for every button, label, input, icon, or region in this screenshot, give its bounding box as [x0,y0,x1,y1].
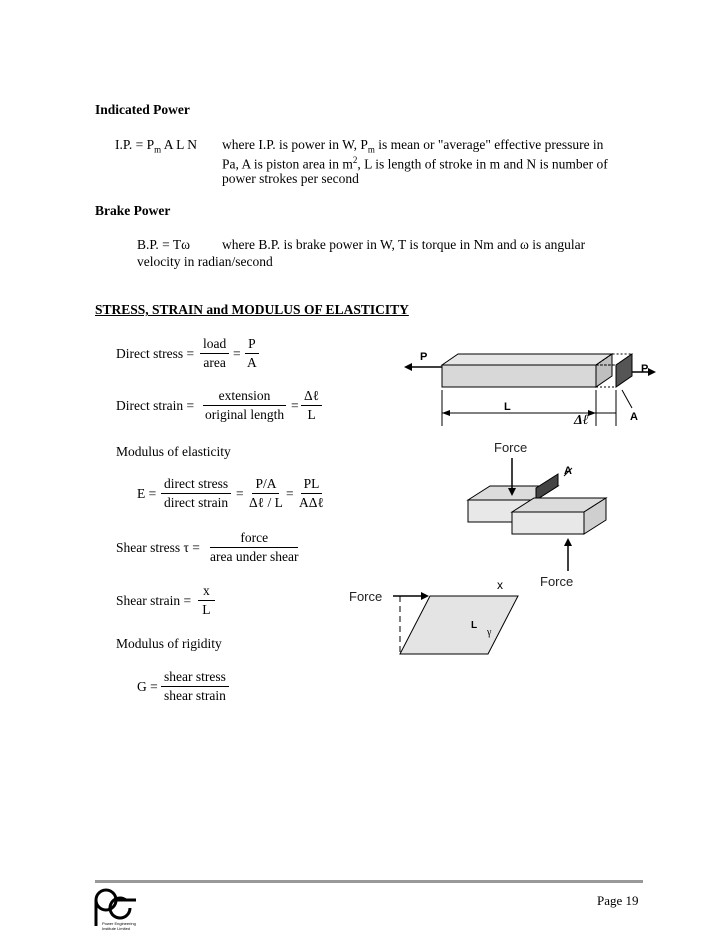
bar-p-left-label: P [420,351,428,363]
indicated-power-heading: Indicated Power [95,102,190,117]
tension-bar-diagram [400,340,660,430]
g-fraction: shear stress shear strain [161,669,229,704]
direct-stress-equals: = [233,346,241,361]
bar-delta-label: Δℓ [574,413,589,428]
brake-power-desc-2: velocity in radian/second [137,254,273,269]
e-equals-2: = [286,486,294,501]
shear-strain-diagram [345,574,535,664]
logo-text-1: Power Engineering [102,921,136,926]
e-fraction-1: direct stress direct strain [161,476,231,511]
footer-rule [95,880,643,883]
shear-area-label: A [564,465,572,477]
pe-logo [92,886,144,936]
shear-stress-label: Shear stress τ = [116,540,200,555]
indicated-power-desc-3: power strokes per second [222,171,359,186]
logo-text-2: Institute Limited [102,926,131,931]
strain-l-label: L [471,620,478,631]
e-formula-label: E = [137,486,157,501]
bar-length-label: L [504,401,511,413]
g-formula-label: G = [137,679,158,694]
direct-strain-fraction: extension original length [202,388,287,423]
stress-section-heading: STRESS, STRAIN and MODULUS OF ELASTICITY [95,302,409,317]
direct-stress-fraction-2: $\frac{P}{A}$ [247,336,257,370]
brake-power-formula: B.P. = Tω [137,237,191,252]
modulus-elasticity-label: Modulus of elasticity [116,444,231,459]
shear-strain-label: Shear strain = [116,593,192,608]
direct-strain-equals: = [291,398,299,413]
e-equals-1: = [236,486,244,501]
e-fraction-3: PL AΔℓ [299,476,324,510]
shear-stress-fraction: force area under shear [210,530,299,564]
page-number: Page 19 [597,893,639,908]
indicated-power-desc-1: where I.P. is power in W, $P_m$ is mean or "average" effective pressure in [222,137,604,155]
direct-strain-label: Direct strain = [116,398,195,413]
strain-force-label: Force [349,589,383,604]
direct-stress-fraction: load area [200,336,229,371]
e-fraction-2: P/A Δℓ / L [249,476,283,510]
bar-area-label: A [630,411,638,423]
shear-force-top-label: Force [494,440,528,455]
direct-stress-label: Direct stress = [116,346,195,361]
indicated-power-formula: I.P. = $P_m$ A L N [115,137,198,155]
bar-p-right-label: P [641,363,649,375]
brake-power-heading: Brake Power [95,203,171,218]
indicated-power-desc-2: Pa, A is piston area in $m^2$, L is length of stroke in m and N is number of [222,155,608,172]
modulus-rigidity-label: Modulus of rigidity [116,636,222,651]
shear-force-bottom-label: Force [540,574,574,586]
shear-blocks-diagram [460,436,640,586]
shear-strain-fraction: $\frac{x}{L}$ [198,583,215,618]
strain-gamma-label: γ [487,627,492,638]
strain-x-label: x [497,578,503,592]
direct-strain-fraction-2: Δℓ L [301,388,322,423]
brake-power-desc-1: where B.P. is brake power in W, T is torque in Nm and ω is angular [222,237,586,252]
